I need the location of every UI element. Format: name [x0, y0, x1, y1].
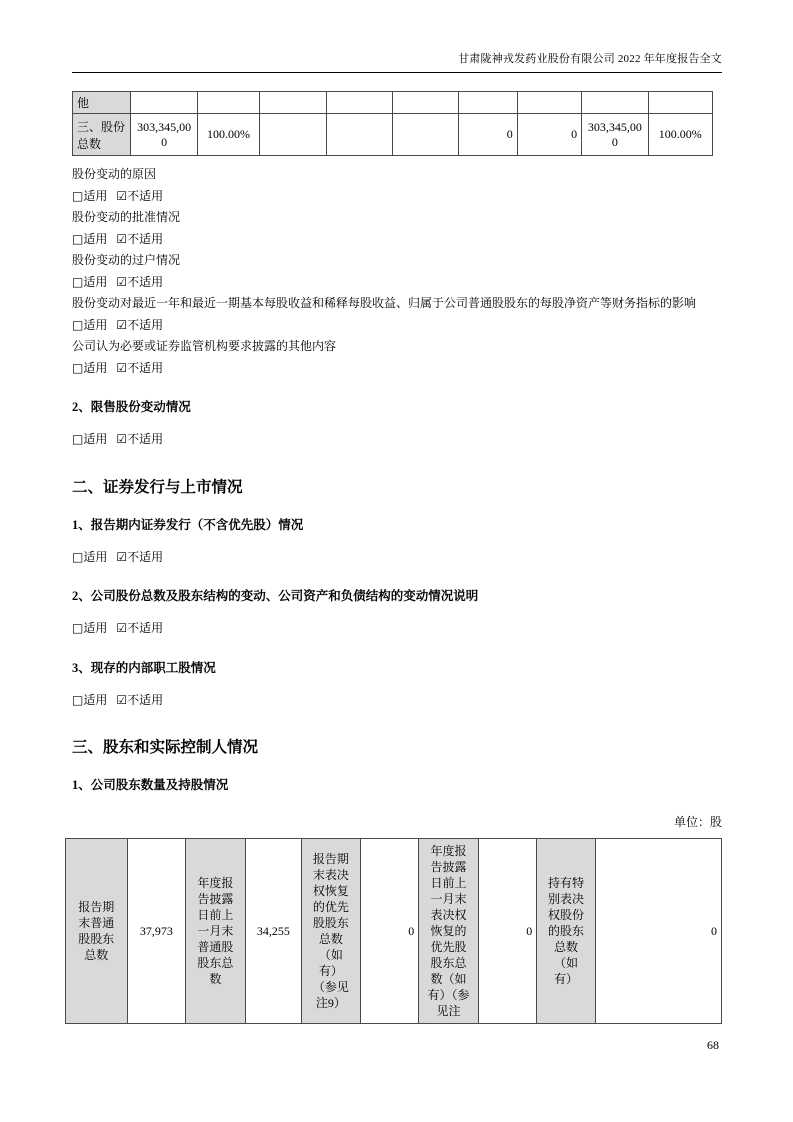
table-cell	[326, 92, 392, 114]
not-applicable-label: 不适用	[127, 692, 164, 707]
checkbox-unchecked-icon: □	[72, 549, 84, 564]
heading-issuance-in-period: 1、报告期内证券发行（不含优先股）情况	[72, 517, 304, 532]
applicable-label: 适用	[83, 188, 108, 203]
checkbox-checked-icon: ☑	[116, 692, 128, 707]
applicability-line	[72, 272, 722, 294]
checkbox-checked-icon: ☑	[116, 360, 128, 375]
table-row	[73, 92, 713, 114]
table-cell	[392, 114, 458, 156]
checkbox-checked-icon: ☑	[116, 231, 128, 246]
row-label-other-continued: 他	[73, 92, 131, 114]
applicability-line	[72, 315, 722, 337]
not-applicable-label: 不适用	[127, 188, 164, 203]
table-cell: 303,345,000	[582, 114, 648, 156]
cell-value-ordinary-shareholders-month-before: 34,255	[245, 839, 302, 1024]
page-header-title: 甘肃陇神戎发药业股份有限公司 2022 年年度报告全文	[72, 50, 722, 73]
cell-label-special-voting-shareholders: 持有特别表决权股份的股东总数（如有）	[537, 839, 596, 1024]
applicability-line	[72, 229, 722, 251]
table-cell	[648, 92, 712, 114]
checkbox-checked-icon: ☑	[116, 317, 128, 332]
checkbox-checked-icon: ☑	[116, 549, 128, 564]
checkbox-unchecked-icon: □	[72, 231, 84, 246]
not-applicable-label: 不适用	[127, 360, 164, 375]
cell-value-preferred-shareholders: 0	[360, 839, 419, 1024]
not-applicable-label: 不适用	[127, 231, 164, 246]
checkbox-unchecked-icon: □	[72, 274, 84, 289]
not-applicable-label: 不适用	[127, 549, 164, 564]
table-cell: 0	[517, 114, 581, 156]
page-number: 68	[707, 1038, 719, 1052]
table-cell	[582, 92, 648, 114]
not-applicable-label: 不适用	[127, 274, 164, 289]
table-cell: 0	[459, 114, 517, 156]
checkbox-checked-icon: ☑	[116, 621, 128, 635]
heading-securities-issuance: 二、证券发行与上市情况	[72, 478, 243, 496]
not-applicable-label: 不适用	[127, 432, 164, 446]
checkbox-checked-icon: ☑	[116, 274, 128, 289]
cell-value-special-voting-shareholders: 0	[595, 839, 721, 1024]
applicable-label: 适用	[83, 621, 108, 635]
table-cell	[197, 92, 259, 114]
shareholder-count-table	[65, 838, 722, 1024]
table-cell	[517, 92, 581, 114]
row-label-total-shares: 三、股份总数	[73, 114, 131, 156]
table-row	[66, 839, 722, 1024]
para-share-change-transfer: 股份变动的过户情况	[72, 253, 181, 267]
checkbox-checked-icon: ☑	[116, 432, 128, 446]
applicable-label: 适用	[83, 360, 108, 375]
applicable-label: 适用	[83, 231, 108, 246]
checkbox-unchecked-icon: □	[72, 621, 84, 635]
applicable-label: 适用	[83, 432, 108, 446]
applicability-line	[72, 358, 722, 380]
cell-label-ordinary-shareholders: 报告期末普通股股东总数	[66, 839, 128, 1024]
applicability-line	[72, 547, 722, 569]
cell-label-ordinary-shareholders-month-before: 年度报告披露日前上一月末普通股股东总数	[186, 839, 246, 1024]
table-cell: 100.00%	[648, 114, 712, 156]
heading-share-structure-change: 2、公司股份总数及股东结构的变动、公司资产和负债结构的变动情况说明	[72, 589, 479, 603]
cell-label-preferred-shareholders-month-before: 年度报告披露日前上一月末表决权恢复的优先股股东总数（如有）（参见注	[419, 839, 479, 1024]
table-cell: 100.00%	[197, 114, 259, 156]
table-cell: 303,345,000	[131, 114, 197, 156]
table-cell	[392, 92, 458, 114]
applicability-line	[72, 429, 722, 451]
share-change-table	[72, 91, 713, 156]
checkbox-unchecked-icon: □	[72, 432, 84, 446]
table-cell	[326, 114, 392, 156]
not-applicable-label: 不适用	[127, 317, 164, 332]
checkbox-unchecked-icon: □	[72, 692, 84, 707]
para-share-change-reason: 股份变动的原因	[72, 167, 157, 181]
applicability-line	[72, 618, 722, 640]
heading-shareholders-and-controller: 三、股东和实际控制人情况	[72, 739, 259, 756]
cell-value-ordinary-shareholders: 37,973	[127, 839, 186, 1024]
para-share-change-impact: 股份变动对最近一年和最近一期基本每股收益和稀释每股收益、归属于公司普通股股东的每股净资产等财务指标的影响	[72, 296, 697, 310]
checkbox-unchecked-icon: □	[72, 317, 84, 332]
applicable-label: 适用	[83, 317, 108, 332]
checkbox-unchecked-icon: □	[72, 360, 84, 375]
table-cell	[131, 92, 197, 114]
applicable-label: 适用	[83, 274, 108, 289]
checkbox-checked-icon: ☑	[116, 188, 128, 203]
para-share-change-approval: 股份变动的批准情况	[72, 210, 181, 224]
table-cell	[260, 92, 326, 114]
table-cell	[260, 114, 326, 156]
heading-restricted-shares: 2、限售股份变动情况	[72, 400, 191, 414]
unit-label: 单位：股	[673, 815, 722, 829]
table-row	[73, 114, 713, 156]
cell-label-preferred-shareholders: 报告期末表决权恢复的优先股股东总数（如有）（参见注9）	[302, 839, 361, 1024]
applicability-line	[72, 690, 722, 712]
applicable-label: 适用	[83, 692, 108, 707]
para-other-disclosure: 公司认为必要或证券监管机构要求披露的其他内容	[72, 339, 337, 353]
heading-shareholder-count: 1、公司股东数量及持股情况	[72, 778, 229, 792]
table-cell	[459, 92, 517, 114]
applicable-label: 适用	[83, 549, 108, 564]
heading-internal-employee-shares: 3、现存的内部职工股情况	[72, 660, 216, 675]
applicability-line	[72, 186, 722, 208]
cell-value-preferred-shareholders-month-before: 0	[478, 839, 537, 1024]
not-applicable-label: 不适用	[127, 621, 164, 635]
checkbox-unchecked-icon: □	[72, 188, 84, 203]
